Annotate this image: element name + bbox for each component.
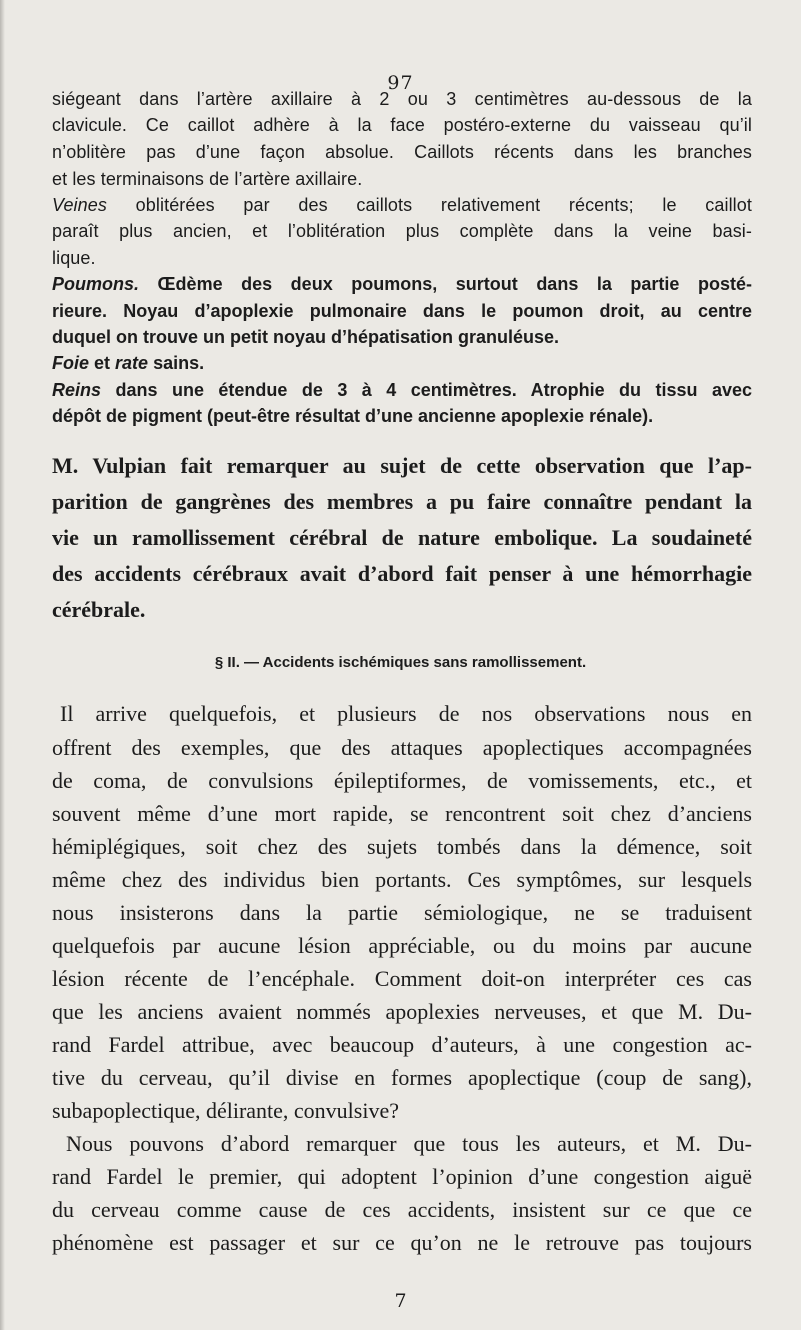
foie-label: Foie bbox=[52, 353, 90, 373]
text-line: nous insisterons dans la partie sémiologique, ne se traduisent bbox=[52, 900, 752, 925]
text-line: phénomène est passager et sur ce qu’on ne le retrouve pas toujours bbox=[52, 1230, 752, 1255]
text-line: hémiplégiques, soit chez des sujets tombés dans la démence, soit bbox=[52, 834, 752, 859]
reins-text: dans une étendue de 3 à 4 centimètres. Atrophie du tissu avec bbox=[101, 380, 752, 400]
text-line: M. Vulpian fait remarquer au sujet de cette observation que l’ap- bbox=[52, 453, 752, 478]
text-line: et les terminaisons de l’artère axillaire. bbox=[52, 169, 363, 189]
text-line: clavicule. Ce caillot adhère à la face postéro-externe du vaisseau qu’il bbox=[52, 115, 752, 135]
reins-line bbox=[52, 381, 752, 399]
text-line: siégeant dans l’artère axillaire à 2 ou 3 centimètres au-dessous de la bbox=[52, 89, 752, 109]
text-line: Il arrive quelquefois, et plusieurs de nos observations nous en bbox=[60, 701, 752, 726]
text-line: de coma, de convulsions épileptiformes, de vomissements, etc., et bbox=[52, 768, 752, 793]
text-line: subapoplectique, délirante, convulsive? bbox=[52, 1098, 399, 1123]
text-line: rand Fardel le premier, qui adoptent l’opinion d’une congestion aiguë bbox=[52, 1164, 752, 1189]
text-line: duquel on trouve un petit noyau d’hépatisation granuléuse. bbox=[52, 327, 560, 347]
section-heading: § II. — Accidents ischémiques sans ramollissement. bbox=[214, 654, 587, 671]
text-line: que les anciens avaient nommés apoplexies nerveuses, et que M. Du- bbox=[52, 999, 752, 1024]
poumons-text: Œdème des deux poumons, surtout dans la partie posté- bbox=[139, 274, 752, 294]
foie-mid: et bbox=[89, 353, 116, 373]
foie-line bbox=[52, 354, 752, 372]
text-line: même chez des individus bien portants. Ces symptômes, sur lesquels bbox=[52, 867, 752, 892]
text-line: n’oblitère pas d’une façon absolue. Caillots récents dans les branches bbox=[52, 142, 752, 162]
reins-label: Reins bbox=[52, 380, 102, 400]
text-line: rand Fardel attribue, avec beaucoup d’auteurs, à une congestion ac- bbox=[52, 1032, 752, 1057]
text-line: quelquefois par aucune lésion appréciable, ou du moins par aucune bbox=[52, 933, 752, 958]
text-line: des accidents cérébraux avait d’abord fait penser à une hémorrhagie bbox=[52, 561, 752, 586]
text-line: lique. bbox=[52, 248, 96, 268]
veines-line bbox=[52, 196, 752, 214]
text-line: souvent même d’une mort rapide, se rencontrent soit chez d’anciens bbox=[52, 801, 752, 826]
text-line: tive du cerveau, qu’il divise en formes apoplectique (coup de sang), bbox=[52, 1065, 752, 1090]
rate-label: rate bbox=[115, 353, 149, 373]
text-line: dépôt de pigment (peut-être résultat d’une ancienne apoplexie rénale). bbox=[52, 406, 654, 426]
text-line: offrent des exemples, que des attaques apoplectiques accompagnées bbox=[52, 735, 752, 760]
veines-text: oblitérées par des caillots relativement récents; le caillot bbox=[106, 195, 752, 215]
text-line: parition de gangrènes des membres a pu faire connaître pendant la bbox=[52, 489, 752, 514]
text-line: paraît plus ancien, et l’oblitération plus complète dans la veine basi- bbox=[52, 221, 752, 241]
poumons-label: Poumons. bbox=[52, 274, 140, 294]
text-line: Nous pouvons d’abord remarquer que tous les auteurs, et M. Du- bbox=[66, 1131, 752, 1156]
foie-rest: sains. bbox=[148, 353, 205, 373]
veines-label: Veines bbox=[52, 195, 107, 215]
text-line: lésion récente de l’encéphale. Comment doit-on interpréter ces cas bbox=[52, 966, 752, 991]
signature-mark: 7 bbox=[394, 1290, 407, 1312]
text-line: cérébrale. bbox=[52, 597, 146, 622]
poumons-line bbox=[52, 275, 752, 293]
page-number: 97 bbox=[387, 72, 414, 94]
text-line: rieure. Noyau d’apoplexie pulmonaire dans le poumon droit, au centre bbox=[52, 301, 752, 321]
text-line: vie un ramollissement cérébral de nature embolique. La soudaineté bbox=[52, 525, 752, 550]
text-line: du cerveau comme cause de ces accidents, insistent sur ce que ce bbox=[52, 1197, 752, 1222]
